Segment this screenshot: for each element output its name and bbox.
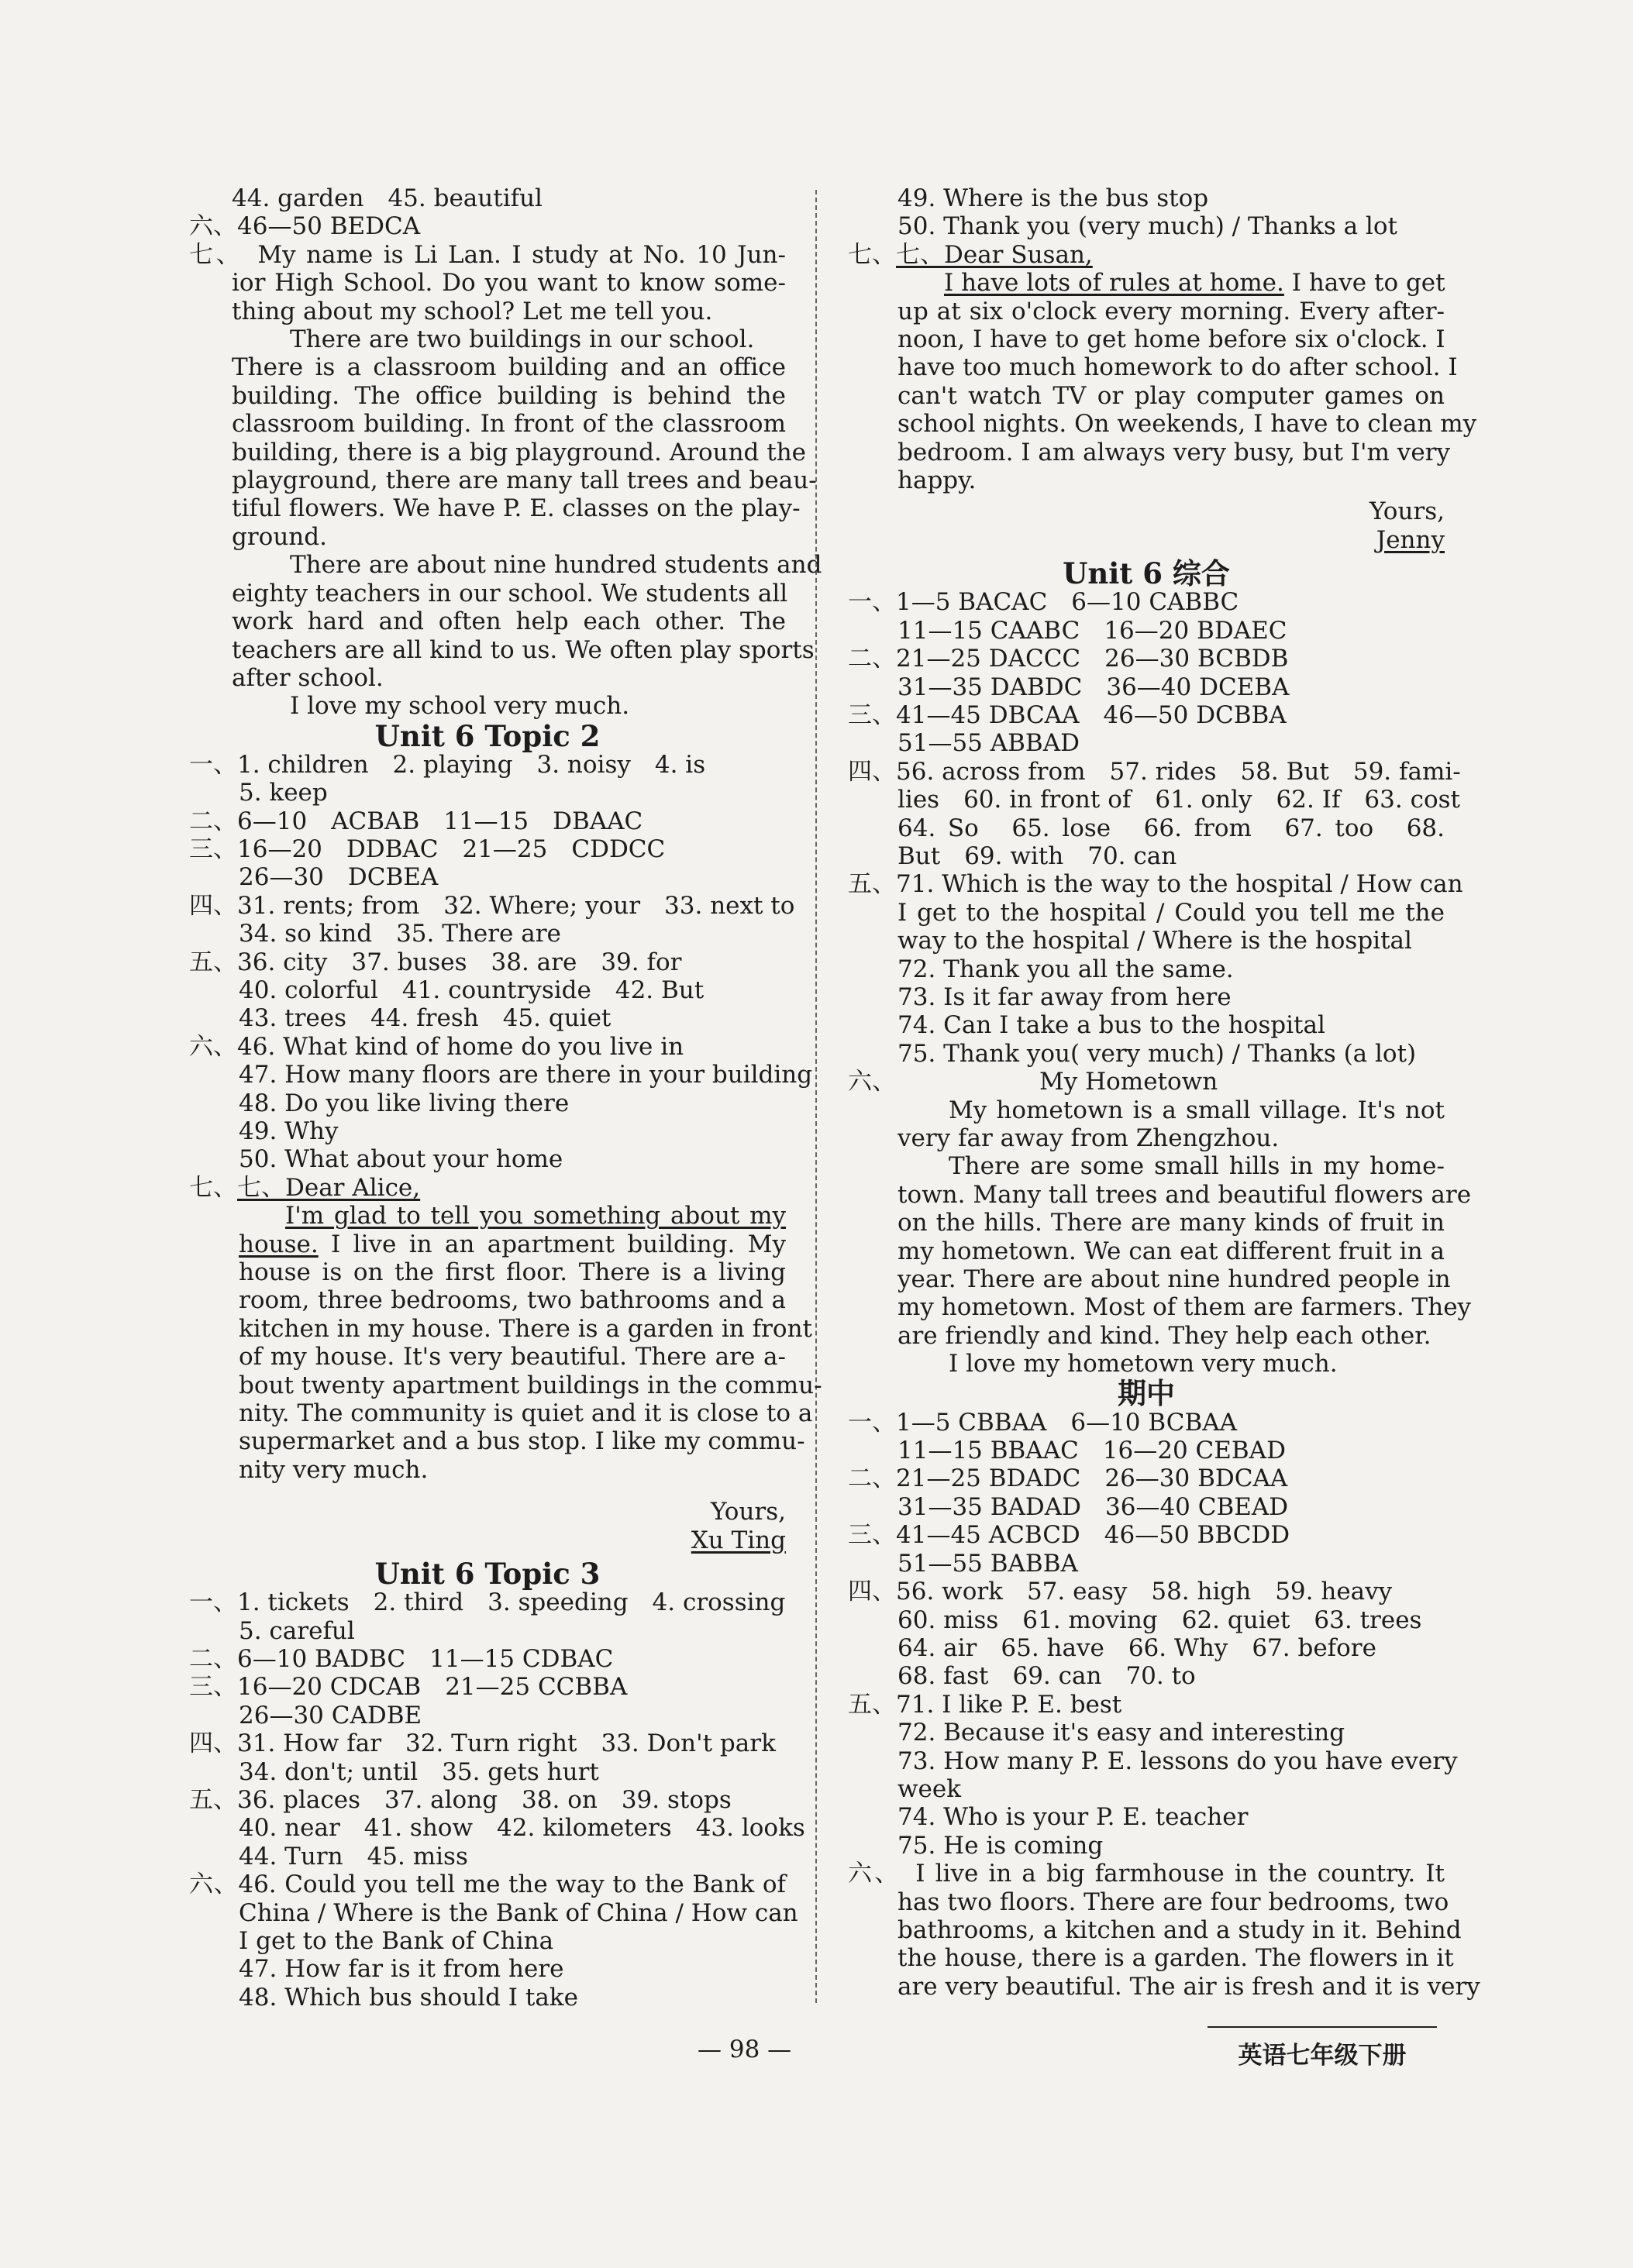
answer-line: 三、41—45 DBCAA 46—50 DCBBA	[848, 700, 1287, 729]
column-divider	[815, 190, 817, 2003]
essay-line: after school.	[232, 663, 384, 692]
right-column	[848, 184, 1480, 2001]
essay-line: are friendly and kind. They help each other.	[897, 1321, 1431, 1350]
answer-line: 31—35 BADAD 36—40 CBEAD	[897, 1492, 1289, 1521]
essay-line: building, there is a big playground. Around the	[232, 438, 807, 466]
essay-line: happy.	[897, 466, 977, 495]
essay-text: I live in an apartment building. My	[318, 1230, 786, 1258]
essay-line: There are about nine hundred students and	[290, 551, 822, 580]
answer-line: 47. How far is it from here	[239, 1955, 564, 1984]
answer-line: week	[897, 1774, 962, 1803]
essay-line: room, three bedrooms, two bathrooms and a	[239, 1286, 786, 1315]
answer-line: 5. careful	[239, 1616, 355, 1645]
section-heading: Unit 6 综合	[1063, 556, 1230, 591]
essay-line: kitchen in my house. There is a garden in front	[239, 1314, 812, 1343]
essay-line: building. The office building is behind the	[232, 381, 786, 410]
essay-line: There is a classroom building and an office	[232, 353, 786, 382]
essay-line: playground, there are many tall trees and beau-	[232, 466, 817, 495]
answer-line: lies 60. in front of 61. only 62. If 63. cost	[897, 786, 1460, 814]
essay-line: There are some small hills in my home-	[949, 1152, 1445, 1181]
essay-line: bout twenty apartment buildings in the commu-	[239, 1371, 822, 1399]
essay-line: thing about my school? Let me tell you.	[232, 297, 713, 325]
essay-line: have too much homework to do after school. I	[897, 353, 1458, 382]
essay-line	[189, 1230, 786, 1258]
letter-signature	[848, 526, 1445, 554]
answer-line: 31—35 DABDC 36—40 DCEBA	[897, 673, 1290, 701]
section-marker: 六、	[848, 1068, 896, 1096]
answer-line: 74. Can I take a bus to the hospital	[897, 1011, 1325, 1040]
answer-line: 34. so kind 35. There are	[239, 920, 561, 948]
answer-line: 73. Is it far away from here	[897, 983, 1232, 1011]
essay-line: ior High School. Do you want to know some-	[232, 269, 786, 298]
answer-line: 72. Because it's easy and interesting	[897, 1719, 1345, 1747]
page-footer	[0, 2018, 1633, 2070]
answer-line: 68. fast 69. can 70. to	[897, 1662, 1196, 1691]
essay-line: has two floors. There are four bedrooms, two	[897, 1888, 1449, 1916]
section-heading: Unit 6 Topic 2	[374, 718, 601, 753]
essay-line: up at six o'clock every morning. Every after-	[897, 297, 1445, 325]
essay-title-line	[848, 1068, 1445, 1096]
essay-line: town. Many tall trees and beautiful flowers are	[897, 1180, 1472, 1209]
essay-line: There are two buildings in our school.	[290, 325, 755, 354]
answer-line: 六、46. Could you tell me the way to the Bank of	[189, 1870, 786, 1899]
essay-line: 七、 My name is Li Lan. I study at No. 10 Jun-	[189, 240, 786, 269]
essay-line	[848, 269, 1445, 297]
answer-line: 四、31. How far 32. Turn right 33. Don't park	[189, 1729, 776, 1758]
answer-line: 48. Do you like living there	[239, 1089, 570, 1117]
answer-line: 50. Thank you (very much) / Thanks a lot	[897, 212, 1397, 241]
essay-line: teachers are all kind to us. We often play sports	[232, 635, 815, 664]
essay-line: supermarket and a bus stop. I like my commu-	[239, 1427, 805, 1456]
answer-line: 64. air 65. have 66. Why 67. before	[897, 1633, 1376, 1662]
essay-line: school nights. On weekends, I have to clean my	[897, 410, 1477, 439]
essay-line: house is on the first floor. There is a living	[239, 1258, 786, 1287]
answer-line: 二、6—10 BADBC 11—15 CDBAC	[189, 1644, 614, 1673]
section-heading: Unit 6 Topic 3	[374, 1557, 601, 1592]
answer-line: 34. don't; until 35. gets hurt	[239, 1757, 599, 1786]
answer-line: 75. He is coming	[897, 1831, 1104, 1860]
answer-line: 49. Why	[239, 1117, 339, 1145]
answer-line: 四、31. rents; from 32. Where; your 33. next to	[189, 891, 795, 920]
answer-line: 五、71. Which is the way to the hospital / How can	[848, 870, 1463, 899]
greeting-text: 七、Dear Alice,	[237, 1173, 421, 1202]
essay-line: nity very much.	[239, 1455, 429, 1484]
signature-name: Xu Ting	[691, 1526, 786, 1554]
answer-line: 三、16—20 DDBAC 21—25 CDDCC	[189, 835, 666, 863]
answer-line: 五、71. I like P. E. best	[848, 1690, 1122, 1719]
answer-line: 73. How many P. E. lessons do you have every	[897, 1747, 1458, 1775]
answer-line: 六、46. What kind of home do you live in	[189, 1032, 684, 1061]
answer-line: 三、41—45 ACBCD 46—50 BBCDD	[848, 1521, 1290, 1550]
essay-line: my hometown. We can eat different fruit in a	[897, 1237, 1445, 1265]
answer-line: 49. Where is the bus stop	[897, 184, 1209, 212]
underlined-text: house.	[239, 1230, 319, 1258]
answer-line: But 69. with 70. can	[897, 841, 1177, 870]
essay-line: very far away from Zhengzhou.	[897, 1124, 1280, 1152]
answer-line: 26—30 CADBE	[239, 1701, 422, 1729]
answer-line: 二、21—25 BDADC 26—30 BDCAA	[848, 1464, 1288, 1493]
answer-line: 六、46—50 BEDCA	[189, 212, 421, 241]
letter-greeting: 七、七、Dear Susan,	[848, 240, 1093, 269]
answer-line: 26—30 DCBEA	[239, 863, 439, 892]
essay-line: classroom building. In front of the classroom	[232, 410, 786, 439]
book-title: 英语七年级下册	[1238, 2042, 1407, 2070]
answer-line: 50. What about your home	[239, 1145, 563, 1174]
essay-text: I have to get	[1283, 269, 1445, 298]
letter-closing: Yours,	[1369, 497, 1445, 526]
essay-line: year. There are about nine hundred people in	[897, 1265, 1451, 1294]
answer-line: I get to the hospital / Could you tell me the	[897, 898, 1445, 927]
underlined-text: I have lots of rules at home.	[944, 269, 1284, 298]
answer-line: 11—15 BBAAC 16—20 CEBAD	[897, 1437, 1286, 1465]
letter-signature	[189, 1526, 786, 1554]
signature-name: Jenny	[1376, 525, 1445, 554]
essay-line: on the hills. There are many kinds of fruit in	[897, 1209, 1445, 1237]
greeting-text: 七、Dear Susan,	[896, 240, 1093, 269]
letter-greeting: 七、七、Dear Alice,	[189, 1173, 421, 1202]
essay-line: can't watch TV or play computer games on	[897, 381, 1445, 410]
answer-line: 三、16—20 CDCAB 21—25 CCBBA	[189, 1673, 628, 1702]
answer-line: 一、1. children 2. playing 3. noisy 4. is	[189, 750, 706, 779]
essay-line: tiful flowers. We have P. E. classes on the play-	[232, 494, 801, 523]
essay-line: of my house. It's very beautiful. There are a-	[239, 1343, 786, 1371]
section-heading: 期中	[1118, 1376, 1175, 1410]
answer-line: 一、1. tickets 2. third 3. speeding 4. crossing	[189, 1588, 786, 1617]
answer-line: 64. So 65. lose 66. from 67. too 68.	[897, 814, 1445, 842]
answer-line: 48. Which bus should I take	[239, 1983, 578, 2012]
essay-line: are very beautiful. The air is fresh and it is very	[897, 1972, 1480, 2001]
answer-line: 二、6—10 ACBAB 11—15 DBAAC	[189, 807, 643, 835]
answer-line: 60. miss 61. moving 62. quiet 63. trees	[897, 1605, 1422, 1634]
answer-line: 11—15 CAABC 16—20 BDAEC	[897, 616, 1287, 645]
essay-line: the house, there is a garden. The flowers in it	[897, 1944, 1454, 1973]
essay-line: bathrooms, a kitchen and a study in it. Behind	[897, 1915, 1462, 1944]
essay-line: 六、 I live in a big farmhouse in the country. It	[848, 1860, 1445, 1888]
essay-line: nity. The community is quiet and it is close to a	[239, 1399, 813, 1428]
answer-line: 44. garden 45. beautiful	[232, 184, 543, 212]
essay-title: My Hometown	[1039, 1068, 1218, 1096]
answer-line: I get to the Bank of China	[239, 1926, 554, 1955]
answer-line: 72. Thank you all the same.	[897, 955, 1234, 983]
essay-line: noon, I have to get home before six o'clock. I	[897, 325, 1445, 354]
answer-line: 51—55 ABBAD	[897, 729, 1080, 758]
left-column	[189, 184, 822, 2012]
answer-line: 40. colorful 41. countryside 42. But	[239, 976, 705, 1004]
underlined-text: I'm glad to tell you something about my	[285, 1202, 786, 1230]
answer-line: 一、1—5 CBBAA 6—10 BCBAA	[848, 1408, 1238, 1437]
essay-line: I love my school very much.	[290, 692, 630, 721]
page-number: — 98 —	[698, 2036, 792, 2063]
answer-line: 五、36. city 37. buses 38. are 39. for	[189, 948, 682, 976]
spacer	[189, 1484, 786, 1498]
answer-line: 47. How many floors are there in your building	[239, 1061, 813, 1089]
answer-line: way to the hospital / Where is the hospital	[897, 927, 1412, 955]
essay-line: work hard and often help each other. The	[232, 607, 786, 636]
essay-line: my hometown. Most of them are farmers. They	[897, 1293, 1472, 1322]
essay-line: My hometown is a small village. It's not	[949, 1096, 1445, 1124]
answer-line: 二、21—25 DACCC 26—30 BCBDB	[848, 645, 1289, 673]
answer-line: 四、56. across from 57. rides 58. But 59. fami-	[848, 757, 1461, 786]
answer-line: 44. Turn 45. miss	[239, 1842, 468, 1870]
essay-line: ground.	[232, 522, 327, 551]
answer-line: 40. near 41. show 42. kilometers 43. looks	[239, 1814, 805, 1843]
footer-rule	[1208, 2026, 1437, 2028]
essay-line: I love my hometown very much.	[949, 1350, 1338, 1378]
letter-closing: Yours,	[711, 1498, 786, 1526]
answer-line: 一、1—5 BACAC 6—10 CABBC	[848, 588, 1239, 617]
essay-line: bedroom. I am always very busy, but I'm very	[897, 438, 1450, 466]
answer-line: 5. keep	[239, 779, 328, 807]
answer-line: 51—55 BABBA	[897, 1549, 1078, 1578]
answer-line: 四、56. work 57. easy 58. high 59. heavy	[848, 1578, 1393, 1606]
answer-line: 五、36. places 37. along 38. on 39. stops	[189, 1785, 732, 1814]
essay-line: eighty teachers in our school. We students all	[232, 579, 788, 607]
essay-line	[189, 1202, 786, 1230]
answer-line: 75. Thank you( very much) / Thanks (a lot)	[897, 1039, 1417, 1068]
answer-line: 74. Who is your P. E. teacher	[897, 1803, 1249, 1832]
answer-line: China / Where is the Bank of China / How can	[239, 1898, 798, 1927]
answer-line: 43. trees 44. fresh 45. quiet	[239, 1004, 612, 1033]
